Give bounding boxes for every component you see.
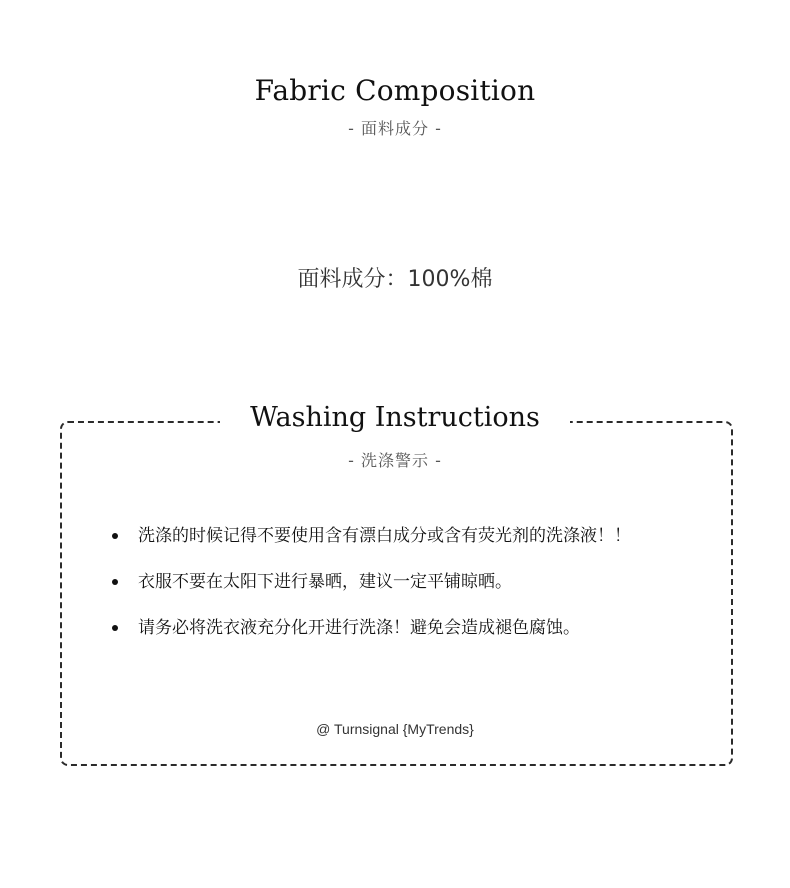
washing-instructions-subtitle: - 洗涤警示 - — [348, 451, 442, 470]
instruction-item — [110, 616, 631, 662]
washing-instructions-list — [110, 524, 631, 662]
instruction-item — [110, 524, 631, 570]
brand-credit: @ Turnsignal {MyTrends} — [316, 721, 474, 737]
instruction-text: 衣服不要在太阳下进行暴晒，建议一定平铺晾晒。 — [138, 572, 512, 592]
bullet-icon — [112, 533, 118, 539]
bullet-icon — [112, 625, 118, 631]
fabric-composition-subtitle: - 面料成分 - — [348, 119, 442, 138]
bullet-icon — [112, 579, 118, 585]
composition-text: 面料成分：100%棉 — [297, 267, 493, 292]
washing-instructions-title: Washing Instructions — [220, 399, 570, 437]
instruction-item — [110, 570, 631, 616]
washing-title-wrap — [0, 399, 790, 437]
instruction-text: 洗涤的时候记得不要使用含有漂白成分或含有荧光剂的洗涤液！！ — [138, 526, 631, 546]
fabric-composition-title: Fabric Composition — [254, 74, 536, 107]
instruction-text: 请务必将洗衣液充分化开进行洗涤！避免会造成褪色腐蚀。 — [138, 618, 580, 638]
